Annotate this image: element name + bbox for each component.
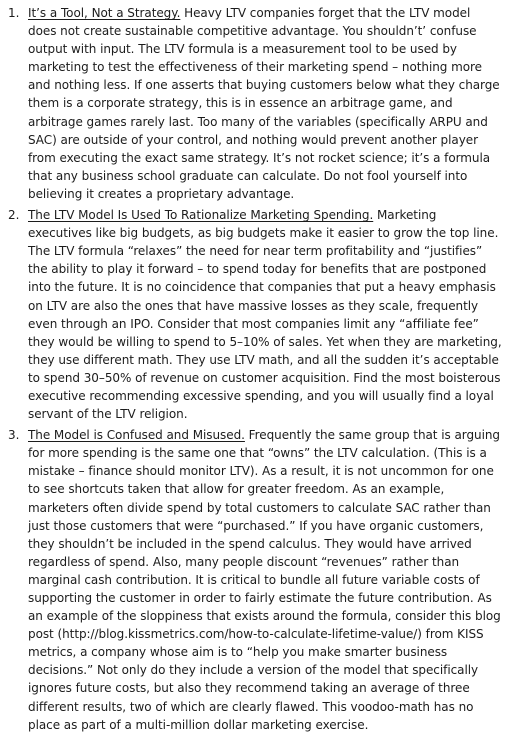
list-item-number: 3. [8, 428, 20, 443]
list-item-heading: The LTV Model Is Used To Rationalize Marketing Spending. [28, 208, 374, 223]
list-item-body: Marketing executives like big budgets, as big budgets make it easier to grow the top line. The LTV formula “relaxes” the need for near term profitability and “justifies” the ability to play it forward – to spend today for benefits that are postponed into the future. It is no coincidence that companies that put a heavy emphasis on LTV are also the ones that have massive losses as they scale, frequently even through an IPO. Consider that most companies limit any “affiliate fee” they would be willing to spend to 5–10% of sales. Yet when they are marketing, they use different math. They use LTV math, and all the sudden it’s acceptable to spend 30–50% of revenue on customer acquisition. Find the most boisterous executive recommending excessive spending, and you will usually find a loyal servant of the LTV religion. [28, 208, 502, 422]
list-item-heading: It’s a Tool, Not a Strategy. [28, 6, 181, 20]
list-item-3 [0, 426, 502, 734]
list-item-body: Heavy LTV companies forget that the LTV model does not create sustainable competitive advantage. You shouldn’t’ confuse output with input. The LTV formula is a measurement tool to be used by marketing to test the effectiveness of their marketing spend – nothing more and nothing less. If one asserts that buying customers below what they charge them is a corporate strategy, this is in essence an arbitrage game, and arbitrage games rarely last. Too many of the variables (specifically ARPU and SAC) are outside of your control, and nothing would prevent another player from executing the exact same strategy. It’s not rocket science; it’s a formula that any business school graduate can calculate. Do not fool yourself into believing it creates a proprietary advantage. [28, 6, 500, 201]
list-item-2 [0, 206, 502, 423]
numbered-list [0, 4, 502, 734]
list-item-1 [0, 4, 502, 203]
list-item-heading: The Model is Confused and Misused. [28, 428, 245, 443]
list-item-number: 1. [8, 6, 20, 20]
list-item-body: Frequently the same group that is arguing for more spending is the same one that “owns” the LTV calculation. (This is a mistake – finance should monitor LTV). As a result, it is not uncommon for one to see shortcuts taken that allow for greater freedom. As an example, marketers often divide spend by total customers to calculate SAC rather than just those customers that were “purchased.” If you have organic customers, they shouldn’t be included in the spend calculus. They would have arrived regardless of spend. Also, many people discount “revenues” rather than marginal cash contribution. It is critical to bundle all future variable costs of supporting the customer in order to fairly estimate the future contribution. As an example of the sloppiness that exists around the formula, consider this blog post (http://blog.kissmetrics.com/how-to-calculate-lifetime-value/) from KISS metrics, a company whose aim is to “help you make smarter business decisions.” Not only do they include a version of the model that specifically ignores future costs, but also they recommend taking an average of three different results, two of which are clearly flawed. This voodoo-math has no place as part of a multi-million dollar marketing exercise. [28, 428, 501, 732]
list-item-number: 2. [8, 208, 20, 223]
